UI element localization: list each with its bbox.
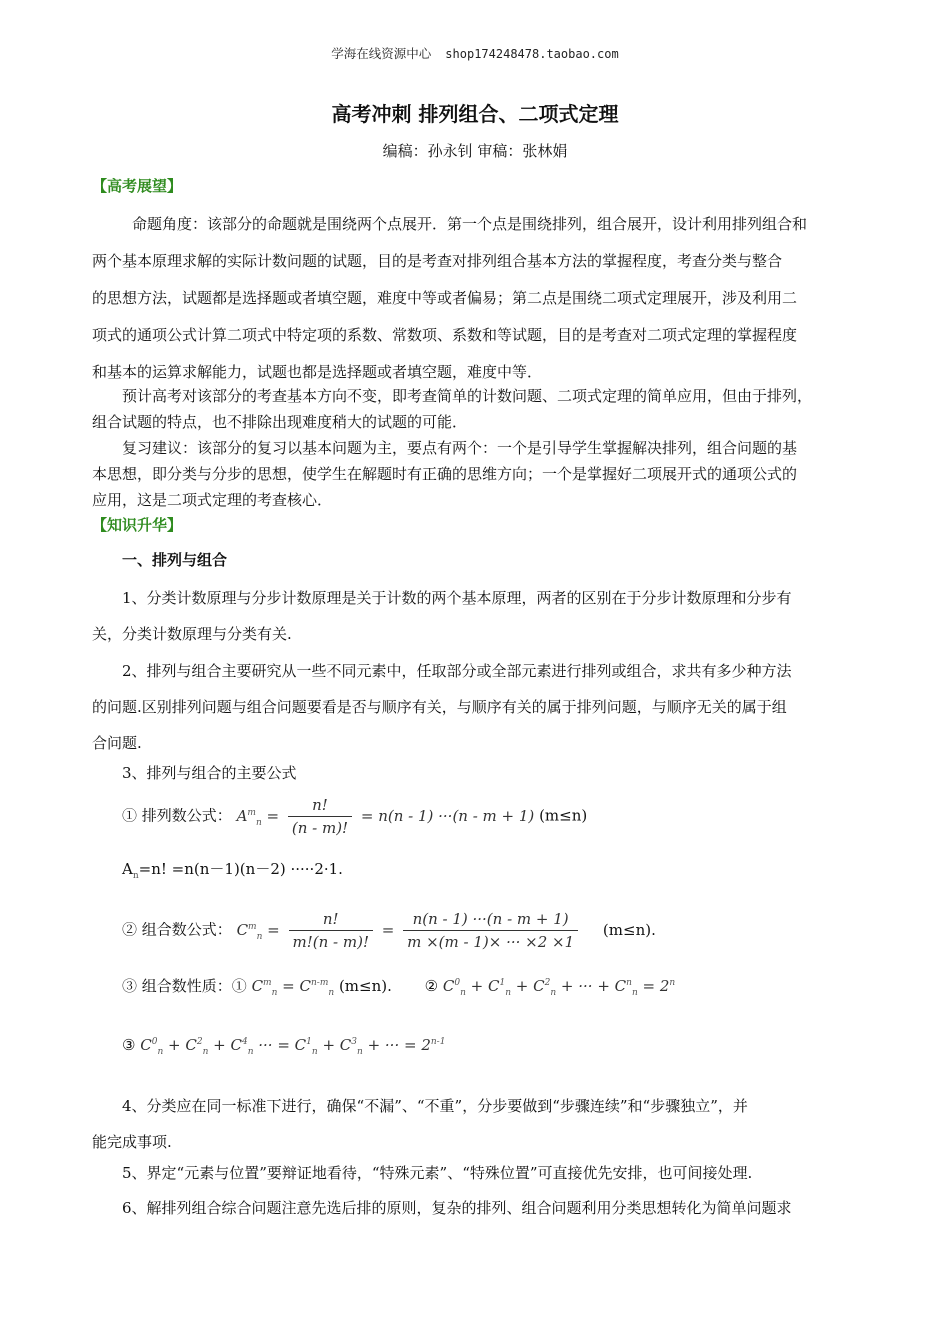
prop-label: ③ 组合数性质：① [122,977,247,995]
perm-formula [122,796,587,837]
prop2-math: $C^0_n + C^1_n + C^2_n$ + ··· + $C^n_n = 2^n$ [442,977,676,998]
item-1 [92,580,860,652]
prop2-mark: ② [424,977,439,995]
text-line: 命题角度：该部分的命题就是围绕两个点展开．第一个点是围绕排列，组合展开，设计利用排列组合和 [132,215,808,233]
text-line: 复习建议：该部分的复习以基本问题为主，要点有两个：一个是引导学生掌握解决排列，组合问题的基 [122,439,798,457]
item-6: 6、解排列组合综合问题注意先选后排的原则，复杂的排列、组合问题利用分类思想转化为简单问题求 [122,1199,792,1217]
text-line: 和基本的运算求解能力，试题也都是选择题或者填空题，难度中等． [92,363,543,381]
text-line: 的思想方法，试题都是选择题或者填空题，难度中等或者偏易；第二点是围绕二项式定理展开，涉及利用二 [92,289,798,307]
comb-label: ② 组合数公式： [122,920,232,939]
prop3-math: $C^0_n + C^2_n + C^4_n$ ··· = $C^1_n + C^3_n$ + ··· = $2^{n-1}$ [140,1036,446,1057]
text-line: 应用，这是二项式定理的考查核心． [92,491,333,509]
item-3: 3、排列与组合的主要公式 [122,764,297,782]
perm-label: ① 排列数公式： [122,806,232,825]
prop3-mark: ③ [122,1036,136,1054]
text-line: 合问题. [92,734,142,752]
subheading-permutation: 一、排列与组合 [122,551,228,569]
page-title: 高考冲刺 排列组合、二项式定理 [331,102,619,126]
knowledge-heading: 【知识升华】 [92,516,183,534]
comb-cond: (m≤n). [602,920,656,939]
text-line: 的问题.区别排列问题与组合问题要看是否与顺序有关，与顺序有关的属于排列问题，与顺序无关的属于组 [92,698,787,716]
fraction: $\frac{n!}{m!(n - m)!}$ [289,910,373,951]
outlook-paragraph-3 [92,435,860,513]
perm-full-text: =n! =n(n－1)(n－2) ·····2·1. [138,860,343,878]
page-header [0,44,950,62]
perm-full: $A_n=n$! =n(n－1)(n－2) ·····2·1. [122,860,343,881]
text-line: 预计高考对该部分的考查基本方向不变，即考查简单的计数问题、二项式定理的简单应用，但由于排列， [122,387,813,405]
text-line: 关，分类计数原理与分类有关. [92,625,292,643]
item-2 [92,653,860,761]
text-line: 1、分类计数原理与分步计数原理是关于计数的两个基本原理，两者的区别在于分步计数原理和分步有 [122,589,792,607]
text-line: 本思想，即分类与分步的思想，使学生在解题时有正确的思维方向；一个是掌握好二项展开式的通项公式的 [92,465,798,483]
comb-property-3 [122,1036,445,1057]
header-shop: shop174248478.taobao.com [445,47,619,61]
header-site: 学海在线资源中心 [331,46,432,61]
outlook-paragraph-1 [92,206,860,391]
fraction: $\frac{n(n - 1) \cdot\cdot\cdot(n - m + 1)}{m \times(m - 1)\times \cdot\cdot\cdot \times 2 \times 1}$ [403,910,578,951]
text-line: 2、排列与组合主要研究从一些不同元素中，任取部分或全部元素进行排列或组合，求共有多少种方法 [122,662,792,680]
text-line: 两个基本原理求解的实际计数问题的试题，目的是考查对排列组合基本方法的掌握程度，考查分类与整合 [92,252,783,270]
prop1-cond: (m≤n). [338,977,392,995]
item-4 [92,1088,860,1160]
text-line: 能完成事项. [92,1133,172,1151]
outlook-paragraph-2 [92,383,860,435]
perm-math: $A^m_n$ = $\frac{n!}{(n - m)!}$ = n(n - 1) ···(n - m + 1) [236,796,540,837]
comb-math: $C^m_n$ = $\frac{n!}{m!(n - m)!}$ = $\frac{n(n - 1) \cdot\cdot\cdot(n - m + 1)}{m \times(m - 1)\times \cdot\cdot\cdot \times 2 \times 1}$ [237,921,587,939]
outlook-heading: 【高考展望】 [92,177,183,195]
prop1-math: $C^m_n = C^{n-m}_n$ [251,977,335,998]
text-line: 4、分类应在同一标准下进行，确保“不漏”、“不重”，分步要做到“步骤连续”和“步骤独立”，并 [122,1097,748,1115]
perm-cond: (m≤n) [539,806,588,825]
fraction: $\frac{n!}{(n - m)!}$ [288,796,352,837]
comb-formula [122,910,656,951]
editors-line: 编稿：孙永钊 审稿：张林娟 [382,142,568,160]
comb-properties [122,975,675,998]
text-line: 项式的通项公式计算二项式中特定项的系数、常数项、系数和等试题，目的是考查对二项式定理的掌握程度 [92,326,798,344]
item-5: 5、界定“元素与位置”要辩证地看待，“特殊元素”、“特殊位置”可直接优先安排，也可间接处理. [122,1164,753,1182]
text-line: 组合试题的特点，也不排除出现难度稍大的试题的可能． [92,413,468,431]
